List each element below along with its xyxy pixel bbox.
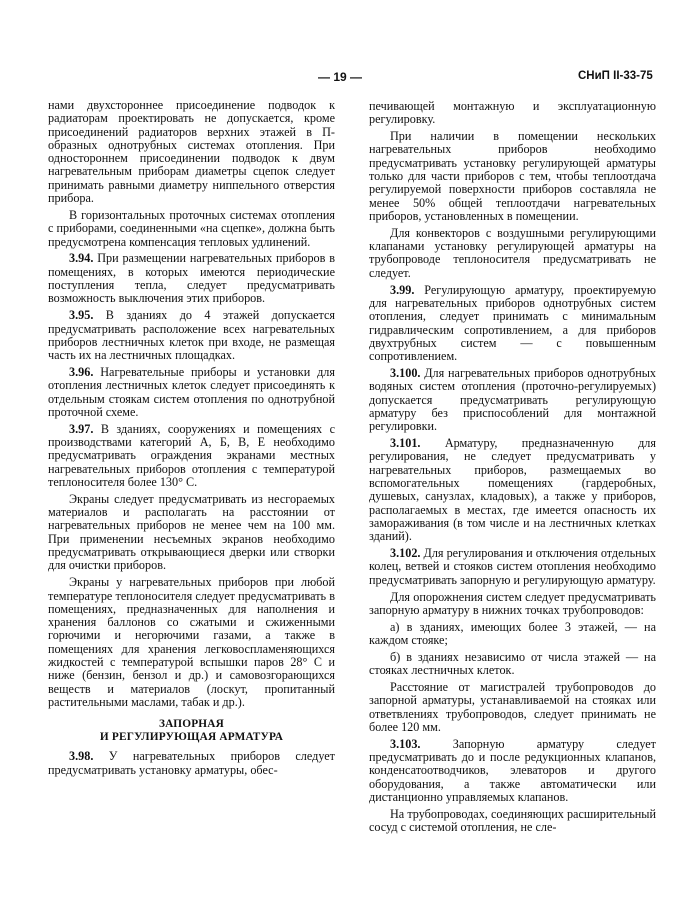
page-number: — 19 — — [318, 70, 363, 84]
clause-text: Арматуру, предназначенную для регулирования, не следует предусматривать у нагревательных приборов, размещаемых во вспомогательных помещениях (гардеробных, душевых, санузлах, кладовых), а также у приборов, располагаемых в местах, где имеется опасность их замораживания (в том числе и на лестничных клетках зданий). — [369, 436, 656, 544]
section-heading-line: И РЕГУЛИРУЮЩАЯ АРМАТУРА — [99, 731, 284, 744]
clause-3-97 — [48, 423, 335, 489]
clause-3-102 — [369, 547, 656, 587]
clause-number: 3.99. — [390, 282, 415, 297]
clause-3-101 — [369, 437, 656, 543]
clause-text: В зданиях до 4 этажей допускается предусматривать расположение всех нагревательных приборов лестничных клеток при входе, не размещая часть их на лестничных площадках. — [48, 308, 335, 363]
paragraph: В горизонтальных проточных системах отопления с приборами, соединенными «на сцепке», должна быть предусмотрена компенсация тепловых удлинений. — [48, 207, 335, 249]
right-column — [369, 100, 656, 838]
paragraph: На трубопроводах, соединяющих расширительный сосуд с системой отопления, не сле- — [369, 806, 656, 835]
clause-text: Регулирующую арматуру, проектируемую для нагревательных приборов однотрубных систем отопления, следует принимать с минимальным гидравлическим сопротивлением, а для приборов двухтрубных систем — с повышенным сопротивлением. — [369, 282, 656, 364]
list-item: а) в зданиях, имеющих более 3 этажей, — на каждом стояке; — [369, 619, 656, 648]
clause-number: 3.94. — [69, 251, 94, 266]
clause-number: 3.102. — [390, 546, 421, 561]
clause-number: 3.98. — [69, 749, 94, 764]
clause-text: Запорную арматуру следует предусматривать до и после редукционных клапанов, конденсатоотводчиков, элеваторов и другого оборудования, а также автоматически или дистанционно управляемых клапанов. — [369, 736, 656, 805]
clause-number: 3.103. — [390, 736, 421, 751]
clause-text: В зданиях, сооружениях и помещениях с производствами категорий А, Б, В, Е необходимо предусматривать ограждения экранами местных нагревательных приборов отопления с температурой теплоносителя более 130° С. — [48, 421, 335, 489]
clause-number: 3.101. — [390, 436, 421, 451]
clause-number: 3.97. — [69, 421, 94, 436]
paragraph: Экраны у нагревательных приборов при любой температуре теплоносителя следует предусматривать в помещениях, предназначенных для наполнения и хранения баллонов со сжатыми и сжиженными горючими и негорючими газами, а также в помещениях для хранения легковоспламеняющихся жидкостей с температурой вспышки паров 28° С и ниже (бензин, бензол и др.) и самовозгорающихся веществ и материалов (лоскут, пропитанный растительными маслами, табак и др.). — [48, 575, 335, 709]
clause-text: Нагревательные приборы и установки для отопления лестничных клеток следует присоединять к отдельным стоякам систем отопления по однотрубной проточной схеме. — [48, 365, 335, 419]
paragraph: печивающей монтажную и эксплуатационную регулировку. — [369, 99, 656, 127]
clause-text: При размещении нагревательных приборов в помещениях, в которых имеются периодические поступления тепла, следует предусматривать возможность выключения этих приборов. — [48, 251, 335, 306]
left-column — [48, 99, 335, 780]
clause-3-96 — [48, 366, 335, 419]
clause-3-95 — [48, 309, 335, 362]
clause-text: У нагревательных приборов следует предусматривать установку арматуры, обес- — [48, 749, 335, 777]
clause-number: 3.96. — [69, 365, 94, 380]
clause-number: 3.100. — [390, 366, 421, 381]
clause-text: Для регулирования и отключения отдельных колец, ветвей и стояков систем отопления необходимо предусматривать запорную и регулирующую арматуру. — [369, 546, 656, 587]
section-heading — [48, 718, 335, 744]
paragraph: Экраны следует предусматривать из несгораемых материалов и располагать на расстоянии от нагревательных приборов не менее чем на 100 мм. При применении несъемных экранов необходимо предусматривать открывающиеся дверки или створки для очистки приборов. — [48, 491, 335, 573]
clause-3-98 — [48, 750, 335, 777]
clause-text: Для нагревательных приборов однотрубных водяных систем отопления (проточно-регулируемых) допускается предусматривать регулирующую арматуру без приспособлений для монтажной регулировки. — [369, 366, 656, 434]
clause-3-94 — [48, 252, 335, 305]
paragraph: Для конвекторов с воздушными регулирующими клапанами установку регулирующей арматуры на трубопроводе теплоносителя предусматривать не следует. — [369, 225, 656, 280]
clause-3-99 — [369, 284, 656, 364]
paragraph: нами двухстороннее присоединение подводок к радиаторам проектировать не допускается, кроме присоединений радиаторов верхних этажей в П-образных однотрубных системах отопления. При одностороннем присоединении подводок к двум нагревательным приборам диаметры сцепок следует принимать равными диаметру ниппельного отверстия прибора. — [48, 98, 335, 206]
paragraph: Расстояние от магистралей трубопроводов до запорной арматуры, устанавливаемой на стояках или ответвлениях трубопроводов, следует принимать не более 120 мм. — [369, 680, 656, 734]
clause-3-103 — [369, 738, 656, 804]
paragraph: При наличии в помещении нескольких нагревательных приборов необходимо предусматривать установку регулирующей арматуры только для части приборов с тем, чтобы теплоотдача регулируемой поверхности приборов составляла не менее 50% общей теплоотдачи нагревательных приборов, установленных в помещении. — [369, 129, 656, 223]
clause-number: 3.95. — [69, 308, 94, 323]
clause-3-100 — [369, 367, 656, 433]
section-heading-line: ЗАПОРНАЯ — [158, 718, 225, 731]
list-item: б) в зданиях независимо от числа этажей — на стояках лестничных клеток. — [369, 649, 656, 678]
document-code: СНиП II-33-75 — [578, 70, 653, 82]
paragraph: Для опорожнения систем следует предусматривать запорную арматуру в нижних точках трубопроводов: — [369, 589, 656, 617]
